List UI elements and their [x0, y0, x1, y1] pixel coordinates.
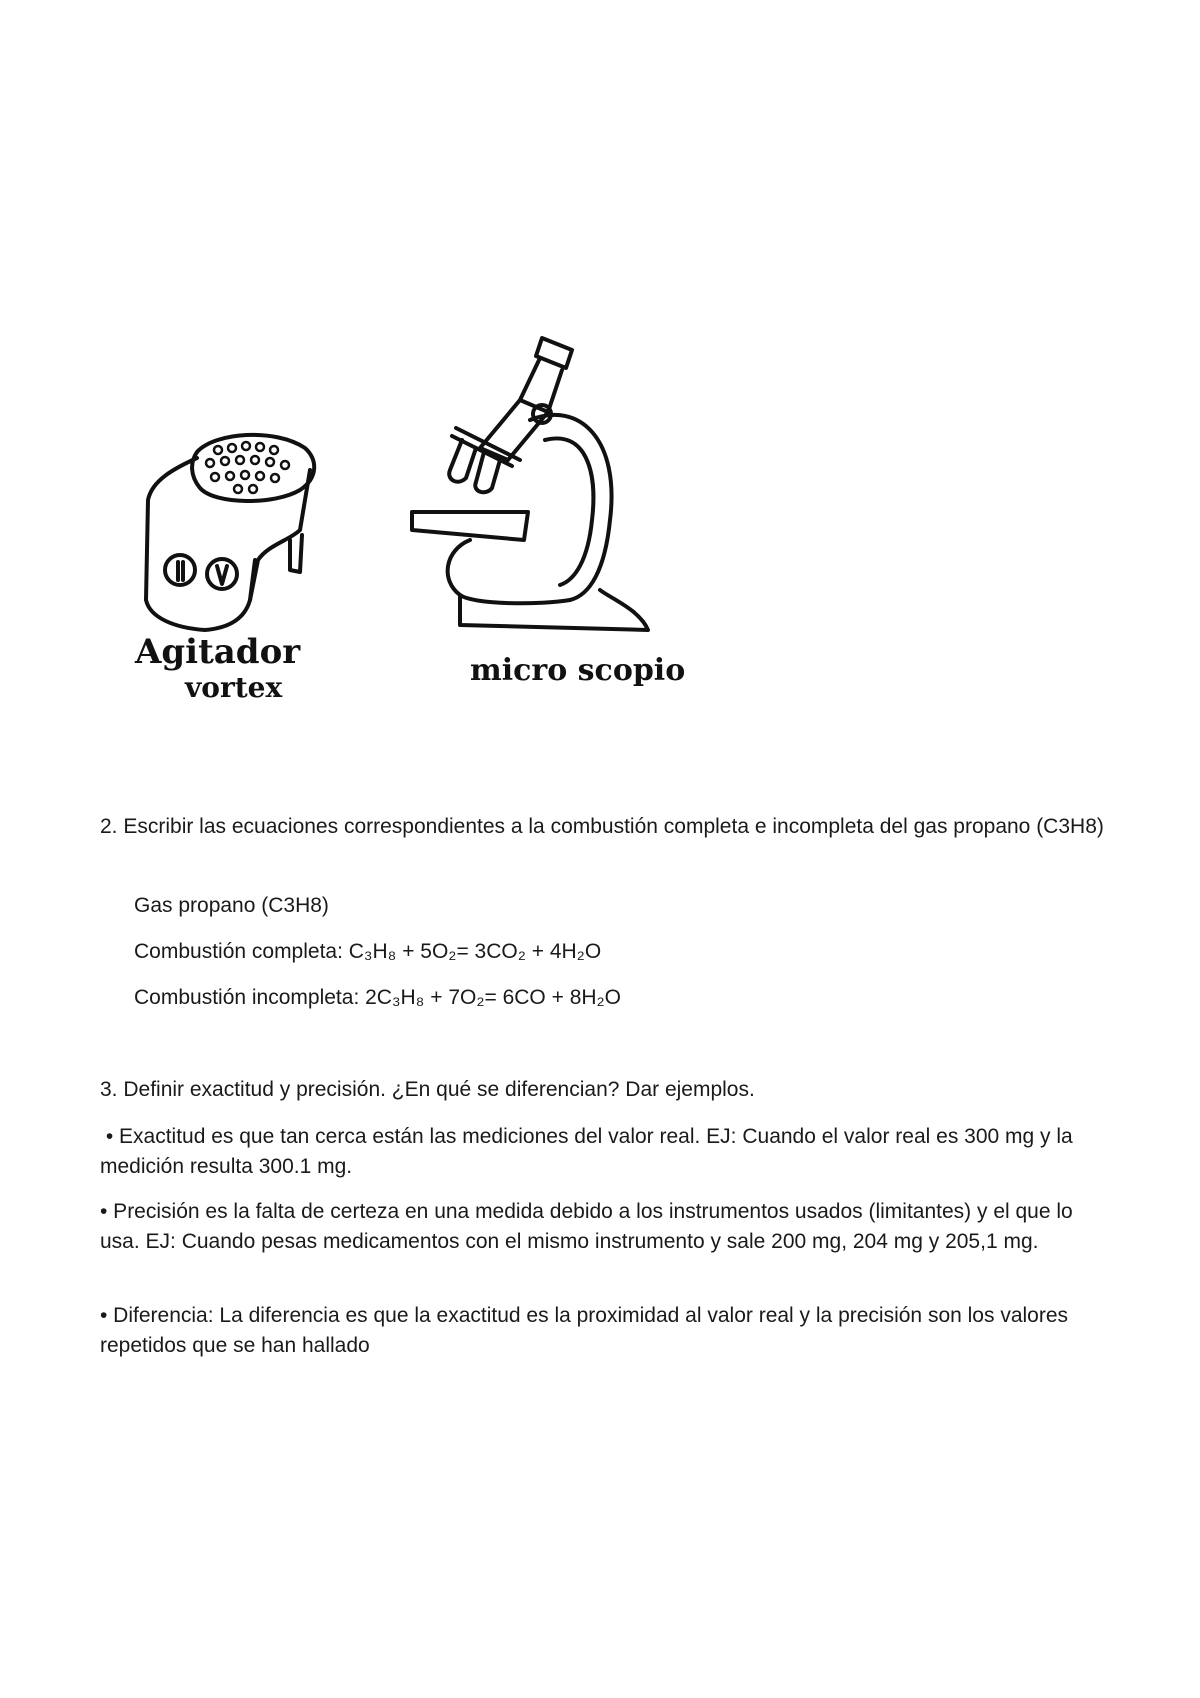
vortex-label-line1: Agitador — [135, 632, 301, 672]
hand-drawings — [0, 0, 1200, 720]
diferencia-text: • Diferencia: La diferencia es que la exactitud es la proximidad al valor real y la precisión son los valores repetidos que se han hallado — [100, 1304, 1069, 1357]
bullet-exactitud — [100, 1122, 1110, 1182]
bullet-diferencia — [100, 1301, 1110, 1361]
bullet-precision — [100, 1197, 1110, 1257]
complete-combustion-equation: Combustión completa: C₃H₈ + 5O₂= 3CO₂ + 4H₂O — [134, 940, 602, 963]
exactitud-text: • Exactitud es que tan cerca están las mediciones del valor real. EJ: Cuando el valor real es 300 mg y la medición resulta 300.1 mg. — [100, 1125, 1079, 1178]
microscope-label: micro scopio — [470, 653, 686, 688]
vortex-label-line2: vortex — [185, 671, 283, 704]
drawings-svg — [0, 0, 1200, 720]
propane-title: Gas propano (C3H8) — [134, 894, 329, 917]
question-3-text: 3. Definir exactitud y precisión. ¿En qué se diferencian? Dar ejemplos. — [100, 1078, 755, 1101]
precision-text: • Precisión es la falta de certeza en una medida debido a los instrumentos usados (limitantes) y el que lo usa. EJ: Cuando pesas medicamentos con el mismo instrumento y sale 200 mg, 204 mg y 205,1 mg. — [100, 1200, 1073, 1253]
question-2-prompt — [100, 812, 1110, 842]
question-2-text: 2. Escribir las ecuaciones correspondientes a la combustión completa e incompleta del gas propano (C3H8) — [100, 815, 1104, 838]
incomplete-combustion-equation: Combustión incompleta: 2C₃H₈ + 7O₂= 6CO + 8H₂O — [134, 986, 622, 1009]
microscope-drawing — [412, 338, 648, 630]
vortex-holes — [206, 442, 289, 493]
question-3-prompt — [100, 1075, 1110, 1105]
